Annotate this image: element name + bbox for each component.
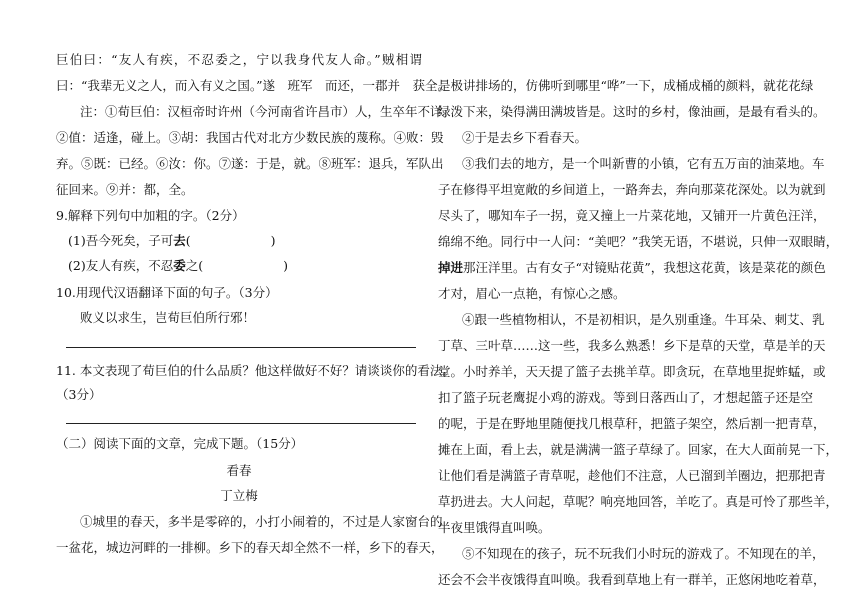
question-11-score: （3分）	[56, 387, 102, 402]
article-title: 看春	[226, 463, 252, 478]
q9b-close-paren: )	[283, 258, 289, 273]
paragraph-line: 扣了篮子玩老鹰捉小鸡的游戏。等到日落西山了，才想起篮子还是空	[438, 390, 814, 405]
paragraph-line: 绿泼下来，染得满田满坡皆是。这时的乡村，像油画，是最有看头的。	[438, 104, 826, 119]
question-9-item-1	[56, 233, 422, 249]
paragraph-line: 半夜里饿得直叫唤。	[438, 520, 551, 535]
paragraph-line: 让他们看是满篮子青草呢，趁他们不注意，人已溜到羊圈边，把那把青	[438, 468, 826, 483]
paragraph-line: 一盆花，城边河畔的一排柳。乡下的春天却全然不一样，乡下的春天，	[56, 540, 444, 555]
paragraph-line: ③我们去的地方，是一个叫新曹的小镇，它有五万亩的油菜地。车	[462, 156, 825, 171]
paragraph-line: 子在修得平坦宽敞的乡间道上，一路奔去，奔向那菜花深处。以为就到	[438, 182, 826, 197]
paragraph-line: 还会不会半夜饿得直叫唤。我看到草地上有一群羊，正悠闲地吃着草，	[438, 572, 826, 587]
paragraph-line: ④跟一些植物相认，不是初相识，是久别重逢。牛耳朵、刺艾、乳	[462, 312, 825, 327]
q9a-close-paren: )	[270, 233, 276, 248]
paragraph-line: ②于是去乡下看春天。	[462, 130, 588, 145]
q9b-mid: 之(	[185, 258, 204, 273]
text-line: 曰：“我辈无义之人，而入有义之国。”遂 班军 而还，一郡并 获全。	[56, 78, 451, 93]
q9b-bold-char: 委	[173, 258, 186, 273]
paragraph-text: 那汪洋里。古有女子“对镜贴花黄”，我想这花黄，该是菜花的颜色	[463, 260, 826, 275]
paragraph-line: ⑤不知现在的孩子，玩不玩我们小时玩的游戏了。不知现在的羊，	[462, 546, 825, 561]
answer-line[interactable]	[66, 423, 416, 424]
paragraph-line: 的呢，于是在野地里随便找几根草秆，把篮子架空，然后割一把青草，	[438, 416, 826, 431]
q9a-text: (1)吾今死矣，子可	[68, 233, 174, 248]
paragraph-line: 丁草、三叶草……这一些，我多么熟悉！乡下是草的天堂，草是羊的天	[438, 338, 826, 353]
q9a-bold-char: 去	[173, 233, 186, 248]
paragraph-line: 草扔进去。大人问起，草呢？响亮地回答，羊吃了。真是可怜了那些羊，	[438, 494, 839, 509]
annotation-line: ②值：适逢，碰上。③胡：我国古代对北方少数民族的蔑称。④败：毁	[56, 130, 444, 145]
annotation-line: 注：①荀巨伯：汉桓帝时许州（今河南省许昌市）人，生卒年不详。	[80, 104, 456, 119]
paragraph-line: 堂。小时养羊，天天提了篮子去挑羊草。即贪玩，在草地里捉蚱蜢，或	[438, 364, 826, 379]
paragraph-line: ①城里的春天，多半是零碎的，小打小闹着的，不过是人家窗台的	[80, 514, 443, 529]
text-line: 巨伯曰：“友人有疾，不忍委之，宁以我身代友人命。”贼相谓	[56, 52, 422, 67]
bold-word: 掉进	[438, 260, 464, 275]
section-two-heading: （二）阅读下面的文章，完成下题。（15分）	[56, 436, 304, 451]
paragraph-line: 绵绵不绝。同行中一人问：“美吧？”我笑无语，不堪说，只伸一双眼睛，	[438, 234, 839, 249]
answer-line[interactable]	[66, 347, 416, 348]
paragraph-line: 是极讲排场的，仿佛听到哪里“哗”一下，成桶成桶的颜料，就花花绿	[438, 78, 814, 93]
annotation-line: 弃。⑤既：已经。⑥汝：你。⑦遂：于是，就。⑧班军：退兵，军队出	[56, 156, 444, 171]
paragraph-line	[438, 260, 826, 276]
q9a-open-paren: (	[185, 233, 191, 248]
annotation-line: 征回来。⑨并：都，全。	[56, 182, 194, 197]
question-9-item-2	[56, 258, 422, 274]
paragraph-line: 尽头了，哪知车子一拐，竟又撞上一片菜花地，又铺开一片黄色汪洋，	[438, 208, 826, 223]
paragraph-line: 才对，眉心一点艳，有惊心之感。	[438, 286, 626, 301]
question-10-sentence: 败义以求生，岂荀巨伯所行邪！	[80, 310, 256, 325]
question-9: 9.解释下列句中加粗的字。（2分）	[56, 208, 245, 223]
question-10: 10.用现代汉语翻译下面的句子。（3分）	[56, 285, 278, 300]
question-11: 11. 本文表现了荀巨伯的什么品质？他这样做好不好？请谈谈你的看法。	[56, 363, 455, 378]
article-author: 丁立梅	[220, 488, 258, 503]
paragraph-line: 摊在上面，看上去，就是满满一篮子草绿了。回家，在大人面前晃一下，	[438, 442, 839, 457]
q9b-text: (2)友人有疾，不忍	[68, 258, 174, 273]
